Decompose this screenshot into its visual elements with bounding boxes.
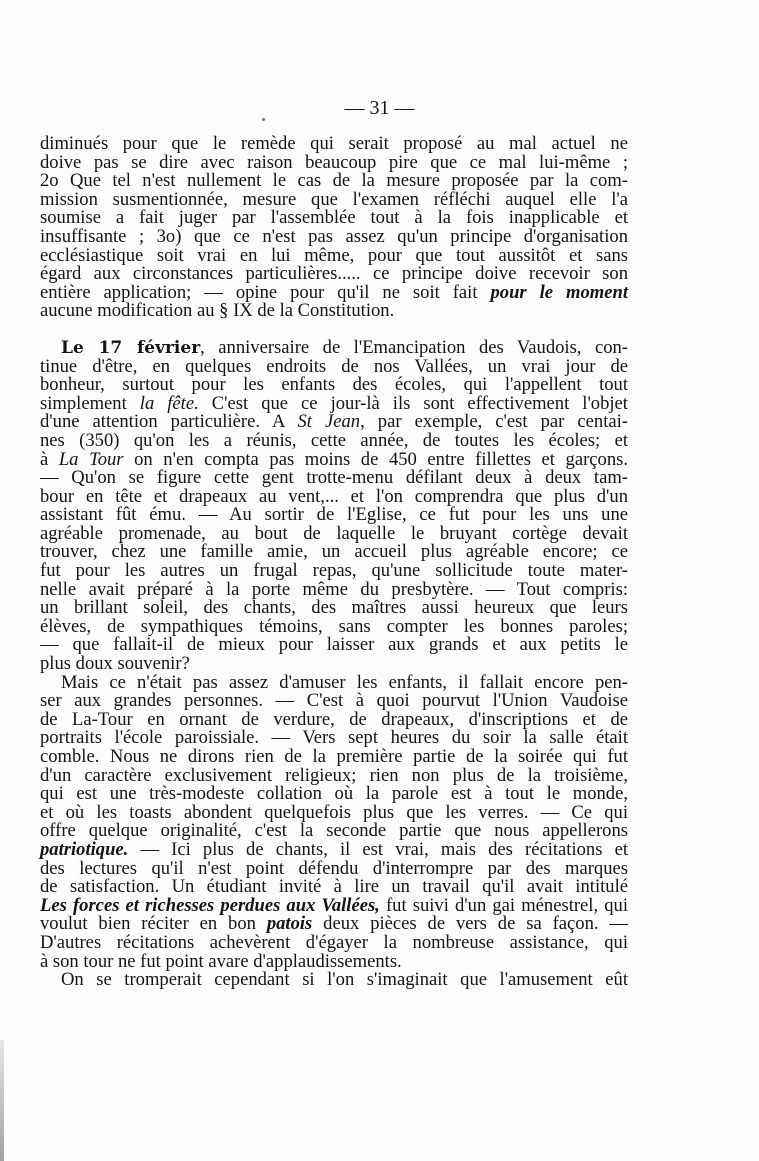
text-run: — Ici plus de chants, il est vrai, mais des récitations et [128, 838, 628, 860]
italic-phrase: patois [266, 913, 313, 935]
text-line: agréable promenade, au bout de laquelle le bruyant cortège devait [40, 522, 628, 544]
text-line: mission susmentionnée, mesure que l'examen réfléchi auquel elle l'a [40, 188, 628, 210]
text-run: C'est que ce jour-là ils sont effectivement l'objet [198, 392, 628, 414]
text-line: On se tromperait cependant si l'on s'imaginait que l'amusement eût [61, 969, 628, 991]
text-line: portraits l'école paroissiale. — Vers sept heures du soir la salle était [40, 727, 628, 749]
text-line: bour en tête et drapeaux au vent,... et l'on comprendra que plus d'un [40, 485, 628, 507]
text-line: assistant fût ému. — Au sortir de l'Eglise, ce fut pour les uns une [40, 504, 628, 526]
text-line: 2o Que tel n'est nullement le cas de la mesure proposée par la com- [40, 170, 628, 192]
text-line: un brillant soleil, des chants, des maîtres aussi heureux que leurs [40, 597, 628, 619]
text-run: , par exemple, c'est par centai- [360, 411, 628, 433]
text-run: fut suivi d'un gai ménestrel, qui [379, 894, 628, 916]
text-line: aucune modification au § IX de la Constitution. [40, 300, 395, 322]
text-line [40, 838, 628, 860]
text-line: diminués pour que le remède qui serait proposé au mal actuel ne [40, 133, 628, 154]
italic-phrase: patriotique. [40, 838, 129, 860]
italic-phrase: St Jean [297, 411, 361, 433]
page-number: — 31 — [344, 97, 415, 119]
text-line: tinue d'être, en quelques endroits de nos Vallées, un vrai jour de [40, 355, 628, 377]
text-line: nelle avait préparé à la porte même du presbytère. — Tout compris: [40, 578, 628, 600]
text-line: bonheur, surtout pour les enfants des écoles, qui l'appellent tout [40, 374, 628, 396]
lead-heading: Le 17 février [61, 337, 201, 358]
text-run: simplement [40, 392, 140, 414]
text-line: fut pour les autres un frugal repas, qu'une sollicitude toute mater- [40, 560, 628, 582]
text-line: — que fallait-il de mieux pour laisser aux grands et aux petits le [40, 634, 628, 656]
italic-title: Les forces et richesses perdues aux Vallées, [40, 894, 380, 916]
text-line: nes (350) qu'on les a réunis, cette année, de toutes les écoles; et [40, 429, 628, 451]
text-line: et où les toasts abondent quelquefois plus que les verres. — Ce qui [40, 801, 628, 823]
text-line: ser aux grandes personnes. — C'est à quoi pourvut l'Union Vaudoise [40, 690, 628, 712]
text-line: Mais ce n'était pas assez d'amuser les enfants, il fallait encore pen- [61, 671, 628, 693]
text-line: ecclésiastique soit vrai en lui même, pour que tout aussitôt et sans [40, 244, 628, 266]
text-line: d'un caractère exclusivement religieux; rien non plus de la troisième, [40, 764, 628, 786]
text-line: élèves, de sympathiques témoins, sans compter les bonnes paroles; [40, 615, 628, 637]
text-run: deux pièces de vers de sa façon. — [312, 913, 628, 935]
text-line: à son tour ne fut point avare d'applaudissements. [40, 950, 402, 972]
text-line: plus doux souvenir? [40, 653, 190, 675]
text-line: comble. Nous ne dirons rien de la première partie de la soirée qui fut [40, 746, 628, 767]
text-run: voulut bien réciter en bon [40, 913, 267, 935]
text-line: de satisfaction. Un étudiant invité à lire un travail qu'il avait intitulé [40, 876, 628, 898]
text-run: entière application; — opine pour qu'il ne soit fait [40, 281, 491, 303]
text-line: — Qu'on se figure cette gent trotte-menu défilant deux à deux tam- [40, 467, 628, 489]
text-line: qui est une très-modeste collation où la parole est à tout le monde, [40, 783, 628, 805]
text-run: on n'en compta pas moins de 450 entre fillettes et garçons. [123, 448, 628, 470]
text-run: , anniversaire de l'Emancipation des Vaudois, con- [200, 336, 628, 358]
text-line: des lectures qu'il n'est point défendu d'interrompre par des marques [40, 857, 628, 879]
text-line: doive pas se dire avec raison beaucoup pire que ce mal lui-même ; [40, 151, 628, 173]
italic-phrase: la fête. [139, 392, 199, 414]
text-line: trouver, chez une famille amie, un accueil plus agréable encore; ce [40, 541, 628, 563]
text-line: D'autres récitations achevèrent d'égayer la nombreuse assistance, qui [40, 931, 628, 953]
text-run: d'une attention particulière. A [40, 411, 298, 433]
body-text [40, 135, 628, 990]
italic-phrase: pour le moment [490, 281, 628, 303]
text-line: soumise a fait juger par l'assemblée tout à la fois inapplicable et [40, 207, 628, 229]
text-run: à [40, 448, 59, 470]
text-line: insuffisante ; 3o) que ce n'est pas assez qu'un principe d'organisation [40, 225, 628, 247]
italic-phrase: La Tour [58, 448, 124, 470]
text-line: égard aux circonstances particulières..... ce principe doive recevoir son [40, 263, 628, 285]
text-line [40, 336, 628, 358]
text-line: de La-Tour en ornant de verdure, de drapeaux, d'inscriptions et de [40, 708, 628, 730]
page-edge-shadow [0, 1040, 4, 1161]
text-line: offre quelque originalité, c'est la seconde partie que nous appellerons [40, 820, 628, 842]
